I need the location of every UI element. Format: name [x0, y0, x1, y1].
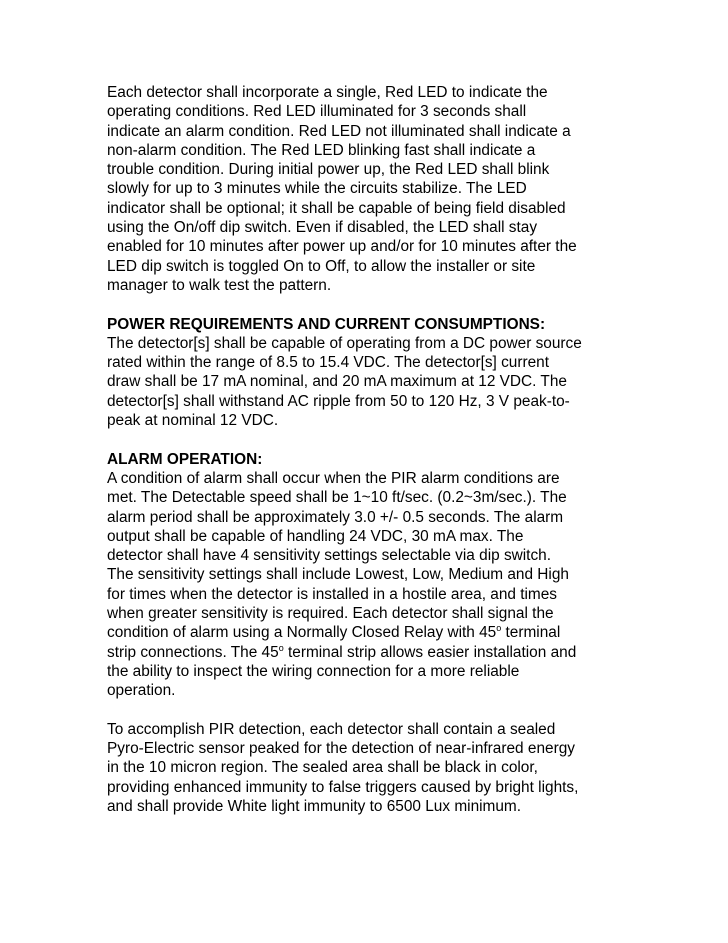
- text-line: the ability to inspect the wiring connection for a more reliable: [107, 662, 520, 680]
- text-line: manager to walk test the pattern.: [107, 276, 332, 294]
- text-line: for times when the detector is installed in a hostile area, and times: [107, 585, 557, 603]
- led-paragraph: [107, 83, 632, 295]
- text-line: output shall be capable of handling 24 VDC, 30 mA max. The: [107, 527, 524, 545]
- text-line: Each detector shall incorporate a single, Red LED to indicate the: [107, 84, 548, 101]
- text-line: slowly for up to 3 minutes while the circuits stabilize. The LED: [107, 180, 527, 198]
- text-line: detector shall have 4 sensitivity settings selectable via dip switch.: [107, 547, 551, 565]
- text-line: when greater sensitivity is required. Each detector shall signal the: [107, 605, 554, 623]
- text-line-with-degree: [107, 623, 632, 642]
- text-line: To accomplish PIR detection, each detector shall contain a sealed: [107, 720, 556, 738]
- text-line: alarm period shall be approximately 3.0 +/- 0.5 seconds. The alarm: [107, 508, 564, 526]
- text-line: using the On/off dip switch. Even if disabled, the LED shall stay: [107, 219, 538, 237]
- text-line: trouble condition. During initial power up, the Red LED shall blink: [107, 161, 550, 179]
- text-line: providing enhanced immunity to false triggers caused by bright lights,: [107, 778, 579, 796]
- power-heading: POWER REQUIREMENTS AND CURRENT CONSUMPTIONS:: [107, 315, 546, 333]
- degree-superscript: o: [278, 642, 284, 653]
- text-line: in the 10 micron region. The sealed area shall be black in color,: [107, 759, 538, 777]
- text-fragment: strip connections. The 45: [107, 643, 279, 661]
- text-line: A condition of alarm shall occur when the PIR alarm conditions are: [107, 469, 560, 487]
- text-line: rated within the range of 8.5 to 15.4 VDC. The detector[s] current: [107, 354, 550, 372]
- power-section: [107, 315, 632, 431]
- text-line: peak at nominal 12 VDC.: [107, 412, 279, 430]
- pir-paragraph: [107, 720, 632, 816]
- text-line: enabled for 10 minutes after power up and/or for 10 minutes after the: [107, 238, 577, 256]
- document-page: [107, 83, 632, 836]
- alarm-section: [107, 450, 632, 701]
- text-line-with-degree: [107, 643, 632, 662]
- text-line: indicator shall be optional; it shall be capable of being field disabled: [107, 199, 566, 217]
- text-line: and shall provide White light immunity to 6500 Lux minimum.: [107, 797, 522, 815]
- text-line: operating conditions. Red LED illuminated for 3 seconds shall: [107, 103, 527, 121]
- text-fragment: terminal strip allows easier installation and: [283, 643, 577, 661]
- text-line: detector[s] shall withstand AC ripple from 50 to 120 Hz, 3 V peak-to-: [107, 392, 570, 410]
- alarm-heading: ALARM OPERATION:: [107, 450, 263, 468]
- text-fragment: terminal: [501, 624, 561, 642]
- text-line: met. The Detectable speed shall be 1~10 ft/sec. (0.2~3m/sec.). The: [107, 489, 567, 507]
- text-line: non-alarm condition. The Red LED blinking fast shall indicate a: [107, 141, 536, 159]
- text-line: Pyro-Electric sensor peaked for the detection of near-infrared energy: [107, 740, 575, 758]
- text-fragment: condition of alarm using a Normally Closed Relay with 45: [107, 624, 497, 642]
- text-line: indicate an alarm condition. Red LED not illuminated shall indicate a: [107, 122, 571, 140]
- text-line: The sensitivity settings shall include Lowest, Low, Medium and High: [107, 566, 569, 584]
- degree-superscript: o: [496, 623, 502, 634]
- text-line: operation.: [107, 682, 176, 700]
- text-line: The detector[s] shall be capable of operating from a DC power source: [107, 334, 582, 352]
- text-line: LED dip switch is toggled On to Off, to allow the installer or site: [107, 257, 536, 275]
- text-line: draw shall be 17 mA nominal, and 20 mA maximum at 12 VDC. The: [107, 373, 567, 391]
